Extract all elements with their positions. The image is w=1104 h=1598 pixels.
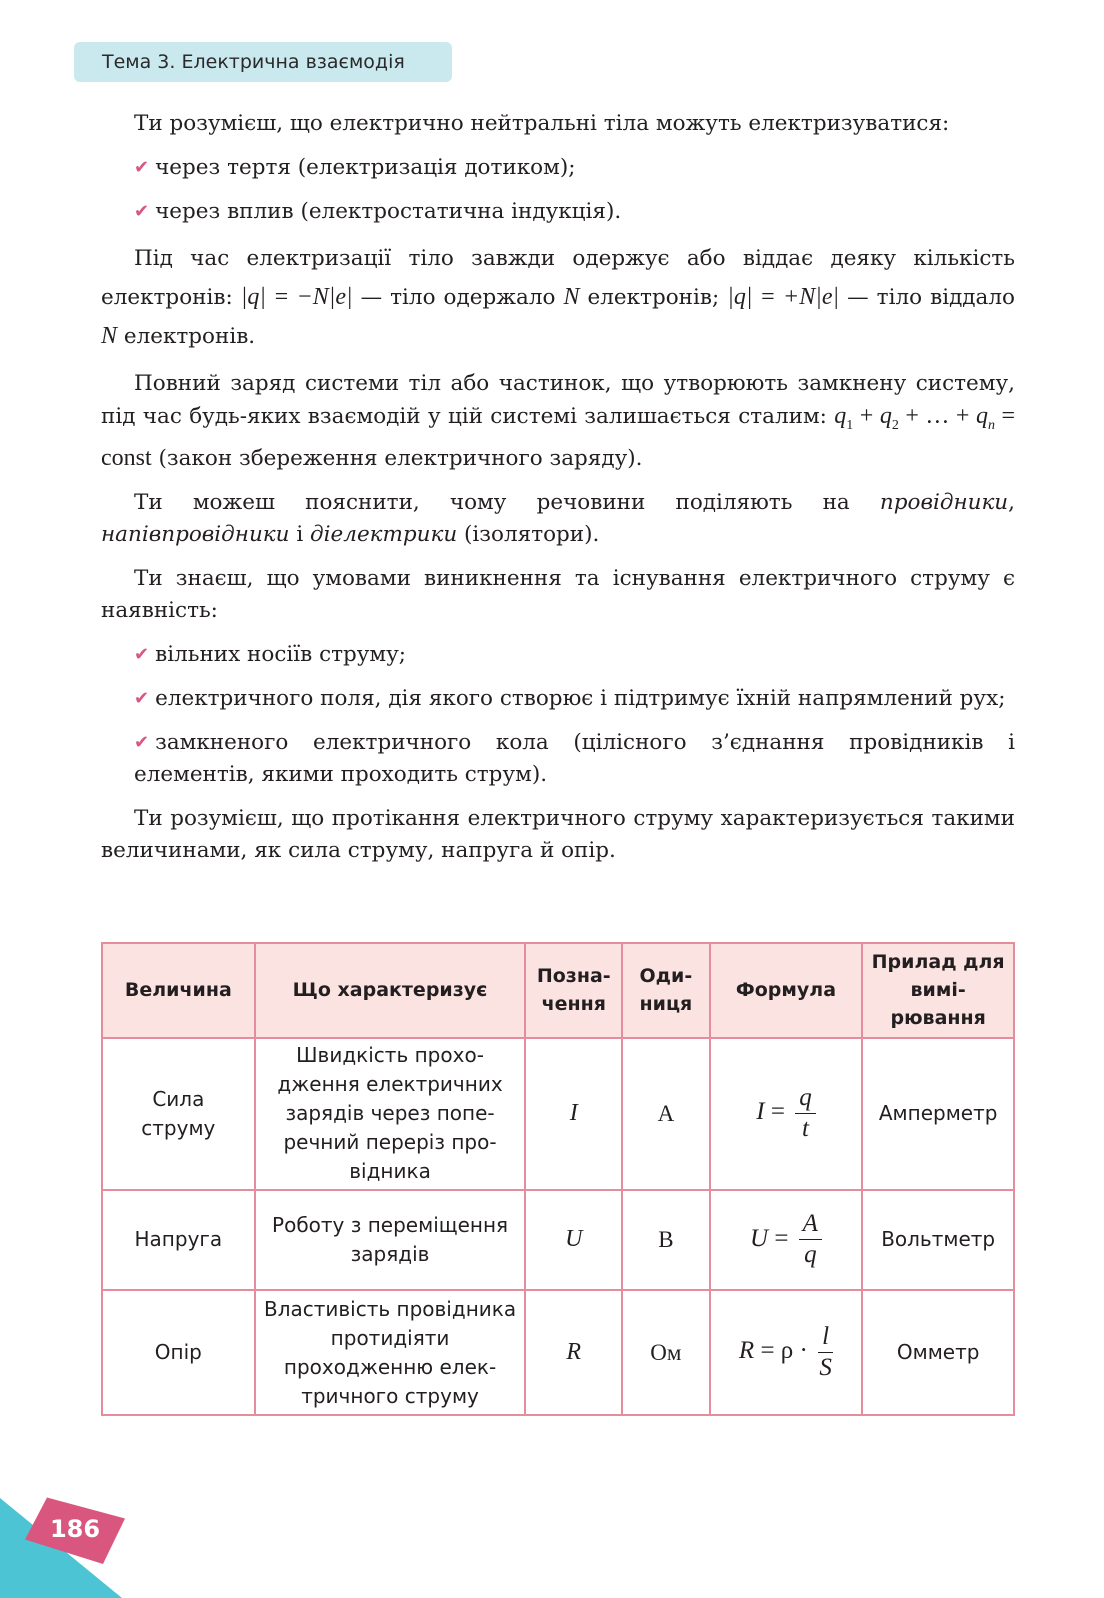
check-icon: ✔: [134, 157, 150, 178]
quantity-description: Роботу з переміщення зарядів: [255, 1190, 526, 1291]
quantity-description: Швидкість проходження електричних зарядів через поперечний переріз провідника: [255, 1038, 526, 1190]
measuring-device: Омметр: [862, 1290, 1014, 1415]
quantity-name: Сила струму: [102, 1038, 255, 1190]
bullet-item: ✔ через вплив (електростатична індукція).: [101, 196, 1015, 228]
quantity-unit: А: [622, 1038, 710, 1190]
quantity-symbol: I: [525, 1038, 622, 1190]
check-icon: ✔: [134, 643, 150, 665]
quantities-paragraph: Ти розумієш, що протікання електричного струму характеризується такими величинами, як сила струму, напруга й опір.: [101, 805, 1015, 863]
quantity-name: Опір: [102, 1290, 255, 1415]
quantity-description: Властивість провідника протидіяти проходженню електричного струму: [255, 1290, 526, 1415]
table-row: [102, 1190, 1014, 1291]
intro-paragraph: Ти розумієш, що електрично нейтральні тіла можуть електризуватися:: [134, 111, 950, 136]
header-cell: Величина: [102, 943, 255, 1038]
page-number: 186: [49, 1515, 101, 1543]
header-cell: Формула: [710, 943, 863, 1038]
check-icon: ✔: [134, 687, 150, 709]
bullet-item: ✔ електричного поля, дія якого створює і підтримує їхній напрямлений рух;: [101, 683, 1015, 715]
formula-gain: |q| = −N|e|: [240, 284, 353, 310]
header-cell: Прилад для вимірювання: [862, 943, 1014, 1038]
conservation-paragraph: Повний заряд системи тіл або частинок, що утворюють замкнену систему, під час будь-яких взаємодій у цій системі залишається сталим: $q_1 + q_2$ + … + $q_n$ = const (закон збереження електричного заряду).: [101, 371, 1015, 471]
quantity-formula: U = $\frac{A}{q}$: [710, 1190, 863, 1291]
quantities-table: [101, 942, 1015, 1416]
table-row: [102, 1290, 1014, 1415]
electrons-paragraph: Під час електризації тіло завжди одержує або віддає деяку кількість електронів: |q| = −N|e| — тіло одержало N електронів; |q| = +N|e| — тіло віддало N електронів.: [101, 246, 1015, 349]
header-cell: Одиниця: [622, 943, 710, 1038]
materials-paragraph: Ти можеш пояснити, чому речовини поділяють на провідники, напівпровідники і діелектрики (ізолятори).: [101, 489, 1015, 547]
quantity-symbol: R: [525, 1290, 622, 1415]
quantity-unit: В: [622, 1190, 710, 1291]
check-icon: ✔: [134, 731, 150, 753]
bullet-item: ✔ через тертя (електризація дотиком);: [101, 152, 1015, 184]
header-cell: Позначення: [525, 943, 622, 1038]
measuring-device: Вольтметр: [862, 1190, 1014, 1291]
quantity-formula: I = $\frac{q}{t}$: [710, 1038, 863, 1190]
formula-loss: |q| = +N|e|: [727, 284, 840, 310]
main-content: [101, 108, 1015, 879]
header-cell: Що характеризує: [255, 943, 526, 1038]
topic-header: Тема 3. Електрична взаємодія: [74, 42, 452, 82]
quantity-symbol: U: [525, 1190, 622, 1291]
conditions-paragraph: Ти знаєш, що умовами виникнення та існування електричного струму є наявність:: [101, 565, 1015, 623]
bullet-item: ✔ замкненого електричного кола (цілісного з’єднання провідників і елементів, якими проходить струм).: [101, 727, 1015, 791]
check-icon: ✔: [134, 201, 150, 222]
table-header-row: [102, 943, 1014, 1038]
quantity-formula: R = ρ · $\frac{l}{S}$: [710, 1290, 863, 1415]
measuring-device: Амперметр: [862, 1038, 1014, 1190]
bullet-item: ✔ вільних носіїв струму;: [101, 639, 1015, 671]
quantity-unit: Ом: [622, 1290, 710, 1415]
table-row: [102, 1038, 1014, 1190]
quantity-name: Напруга: [102, 1190, 255, 1291]
conservation-formula: $q_1 + q_2$ + … + $q_n$ = const: [101, 403, 1015, 471]
